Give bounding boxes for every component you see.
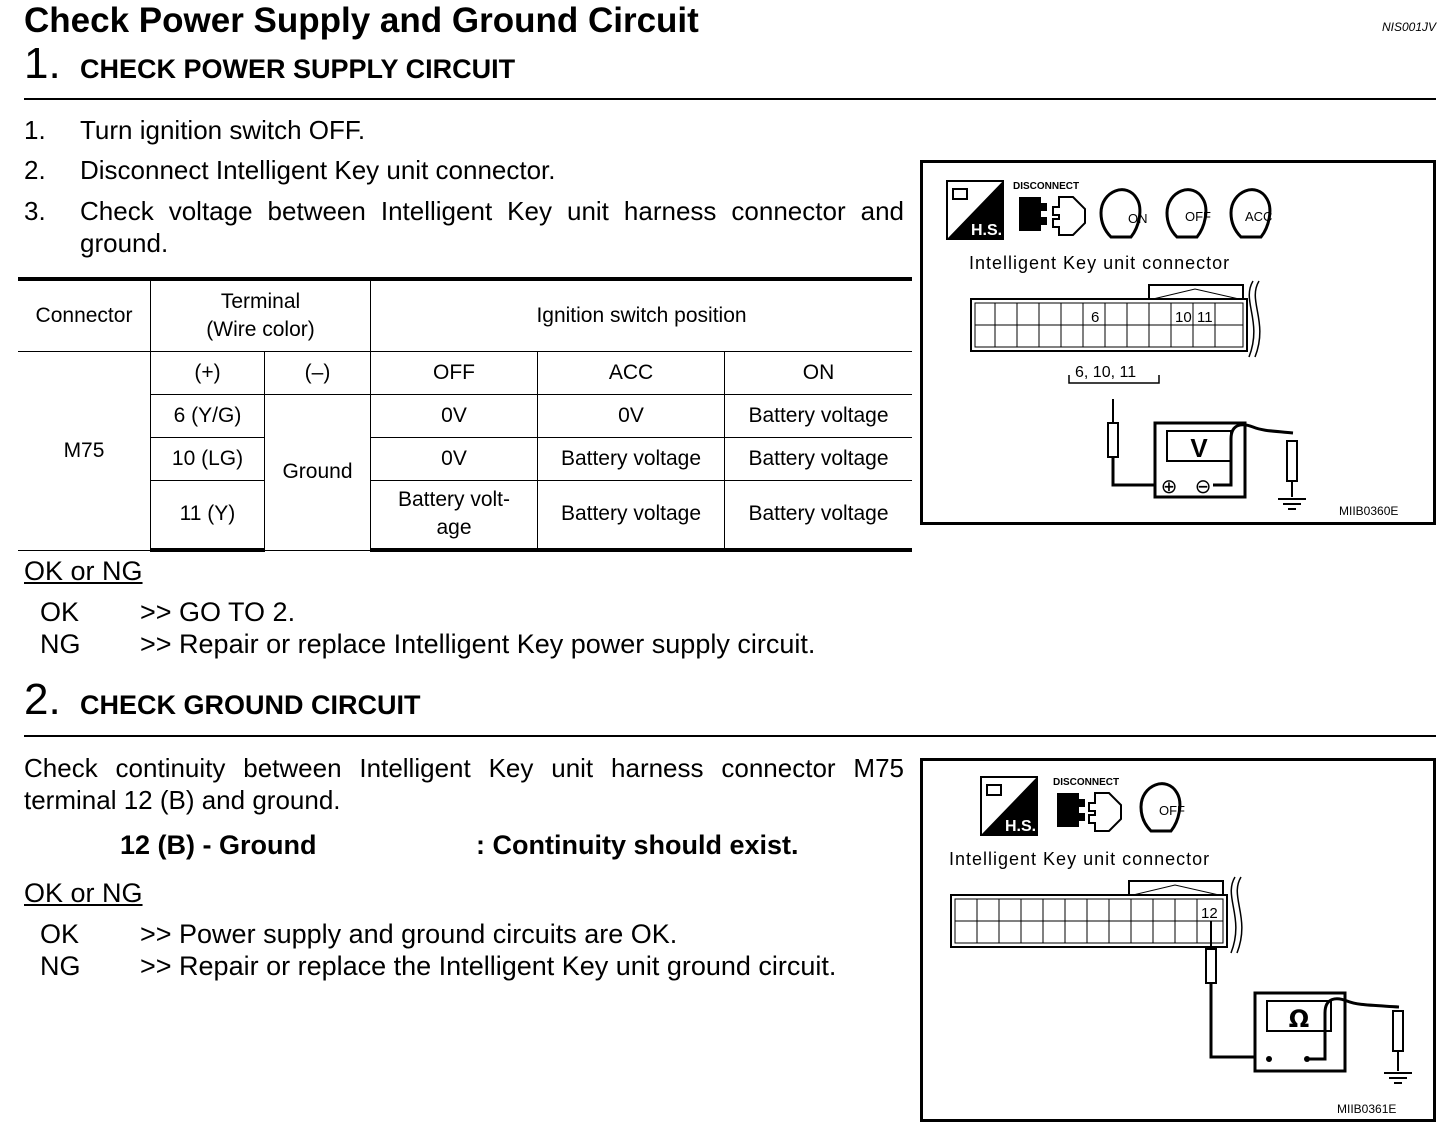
hs-icon bbox=[947, 181, 1003, 239]
cell-on: Battery voltage bbox=[725, 394, 913, 437]
table-row bbox=[18, 437, 912, 480]
step-1-number: 1. bbox=[24, 39, 61, 88]
subheader-plus: (+) bbox=[151, 351, 265, 394]
ok-text: >> Power supply and ground circuits are OK. bbox=[140, 919, 678, 949]
key-off-icon bbox=[1167, 190, 1211, 237]
page-title: Check Power Supply and Ground Circuit bbox=[24, 1, 699, 40]
ng-key: NG bbox=[40, 951, 81, 981]
cell-off: 0V bbox=[371, 394, 538, 437]
voltage-check-diagram bbox=[923, 163, 1433, 522]
meter-plus-terminal: ⊕ bbox=[1160, 474, 1178, 498]
instruction-text: Check voltage between Intelligent Key unit harness connector and ground. bbox=[80, 196, 904, 258]
subheader-acc: ACC bbox=[538, 351, 725, 394]
step-2-rule bbox=[24, 735, 1436, 737]
step-2-heading: CHECK GROUND CIRCUIT bbox=[80, 690, 421, 720]
hs-label: H.S. bbox=[1005, 818, 1037, 835]
ok-key: OK bbox=[40, 919, 80, 949]
ng-key: NG bbox=[40, 629, 81, 659]
pin-12-label: 12 bbox=[1201, 905, 1218, 922]
disconnect-label: DISCONNECT bbox=[1053, 777, 1120, 788]
header-terminal-sub: (Wire color) bbox=[206, 317, 315, 341]
subheader-minus: (–) bbox=[265, 351, 371, 394]
subheader-on: ON bbox=[725, 351, 913, 394]
header-connector: Connector bbox=[18, 279, 151, 351]
voltmeter-symbol: V bbox=[1190, 433, 1208, 463]
key-acc-label: ACC bbox=[1245, 209, 1273, 224]
ohmmeter-symbol: Ω bbox=[1288, 1005, 1310, 1033]
cell-off-line1: Battery volt- bbox=[397, 488, 511, 512]
cell-acc: Battery voltage bbox=[538, 480, 725, 550]
disconnect-icon bbox=[1053, 777, 1121, 831]
key-off-label: OFF bbox=[1185, 209, 1211, 224]
okng-label: OK or NG bbox=[24, 878, 143, 908]
cell-terminal: 11 (Y) bbox=[151, 480, 265, 550]
table-row bbox=[18, 480, 912, 550]
ng-result-row bbox=[40, 628, 900, 660]
connector-shape bbox=[971, 281, 1260, 357]
table-header-row bbox=[18, 279, 912, 351]
meter-minus-terminal: ⊖ bbox=[1194, 474, 1212, 498]
disconnect-label: DISCONNECT bbox=[1013, 181, 1080, 192]
step-2-number: 2. bbox=[24, 675, 61, 724]
key-on-label: ON bbox=[1128, 211, 1148, 226]
ok-result-row bbox=[40, 596, 900, 628]
ng-text: >> Repair or replace Intelligent Key power supply circuit. bbox=[140, 629, 816, 659]
cell-terminal: 10 (LG) bbox=[151, 437, 265, 480]
cell-off bbox=[371, 480, 538, 550]
instruction-text: Turn ignition switch OFF. bbox=[80, 115, 366, 145]
connector-label: Intelligent Key unit connector bbox=[969, 253, 1231, 273]
pin-6-label: 6 bbox=[1091, 309, 1100, 326]
pin-11-label: 11 bbox=[1197, 309, 1213, 326]
cell-acc: 0V bbox=[538, 394, 725, 437]
ok-result-row bbox=[40, 918, 900, 950]
header-terminal-label: Terminal bbox=[220, 289, 301, 313]
key-on-icon bbox=[1101, 190, 1148, 237]
header-terminal bbox=[151, 279, 371, 351]
ground-symbol-icon bbox=[1384, 1073, 1412, 1083]
figure-voltage-check bbox=[920, 160, 1436, 525]
pin-10-label: 10 bbox=[1175, 309, 1192, 326]
ng-text: >> Repair or replace the Intelligent Key unit ground circuit. bbox=[140, 951, 837, 981]
figure-continuity-check bbox=[920, 758, 1436, 1122]
ohmmeter bbox=[1255, 993, 1345, 1071]
header-ignition: Ignition switch position bbox=[371, 279, 913, 351]
figure-id: MIIB0360E bbox=[1339, 504, 1399, 518]
connector-shape bbox=[951, 877, 1242, 953]
key-acc-icon bbox=[1231, 190, 1272, 237]
instruction-text: Disconnect Intelligent Key unit connector. bbox=[80, 155, 556, 185]
table-subheader-row bbox=[18, 351, 912, 394]
cell-acc: Battery voltage bbox=[538, 437, 725, 480]
key-off-icon bbox=[1141, 784, 1185, 831]
instruction-number: 2. bbox=[24, 155, 46, 185]
hs-label: H.S. bbox=[971, 222, 1003, 239]
voltage-spec-table bbox=[18, 277, 912, 552]
step-1-heading: CHECK POWER SUPPLY CIRCUIT bbox=[80, 54, 516, 84]
table-row bbox=[18, 394, 912, 437]
cell-off: 0V bbox=[371, 437, 538, 480]
step-1-rule bbox=[24, 98, 1436, 100]
ok-text: >> GO TO 2. bbox=[140, 597, 296, 627]
cell-connector: M75 bbox=[18, 351, 151, 550]
disconnect-icon bbox=[1013, 181, 1085, 235]
key-off-label: OFF bbox=[1159, 803, 1185, 818]
cell-terminal: 6 (Y/G) bbox=[151, 394, 265, 437]
cell-on: Battery voltage bbox=[725, 437, 913, 480]
document-id: NIS001JV bbox=[1381, 20, 1436, 34]
cell-off-line2: age bbox=[436, 516, 472, 540]
ok-key: OK bbox=[40, 597, 80, 627]
ground-symbol-icon bbox=[1278, 499, 1306, 509]
step-2-instruction: Check continuity between Intelligent Key unit harness connector M75 terminal 12 (B) and ground. bbox=[24, 753, 904, 815]
instruction-number: 1. bbox=[24, 115, 46, 145]
figure-id: MIIB0361E bbox=[1337, 1102, 1397, 1116]
cell-ground: Ground bbox=[265, 394, 371, 550]
subheader-off: OFF bbox=[371, 351, 538, 394]
okng-label: OK or NG bbox=[24, 556, 143, 586]
cell-on: Battery voltage bbox=[725, 480, 913, 550]
criteria-right: : Continuity should exist. bbox=[476, 830, 799, 860]
instruction-number: 3. bbox=[24, 196, 46, 226]
hs-icon bbox=[981, 777, 1037, 835]
connector-label: Intelligent Key unit connector bbox=[949, 849, 1211, 869]
ng-result-row bbox=[40, 950, 900, 982]
pins-label: 6, 10, 11 bbox=[1075, 364, 1137, 381]
criteria-left: 12 (B) - Ground bbox=[120, 830, 317, 860]
continuity-check-diagram bbox=[923, 761, 1433, 1119]
